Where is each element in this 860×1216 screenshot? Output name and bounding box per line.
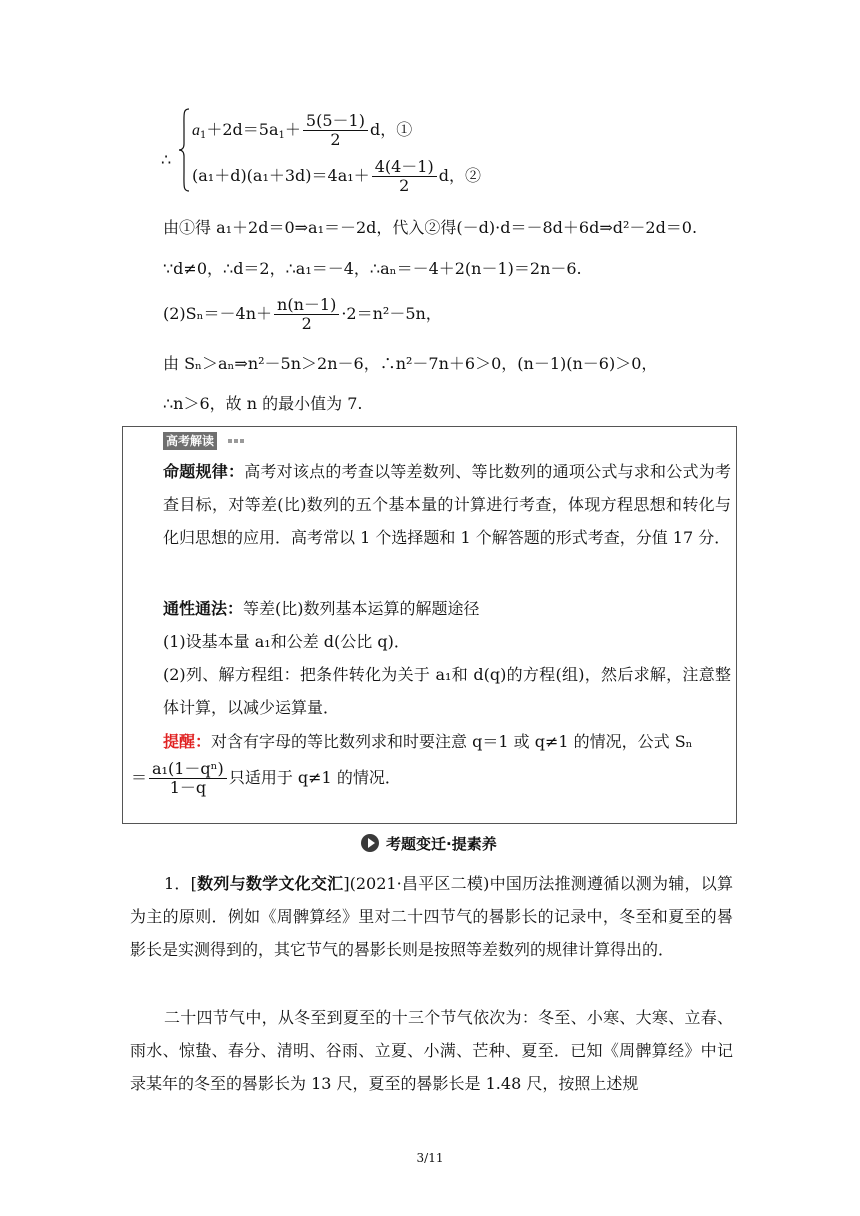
- method-text: 等差(比)数列基本运算的解题途径: [243, 599, 480, 618]
- section-header: [360, 833, 497, 855]
- eq1-plus: ＋: [284, 120, 301, 139]
- eq2-denominator: 2: [399, 176, 410, 195]
- play-circle-icon: [360, 833, 382, 853]
- formula-equals: ＝: [131, 768, 148, 787]
- part2-head: (2)Sₙ＝－4n＋: [163, 304, 273, 323]
- eq1-fraction: [303, 112, 368, 149]
- eq2-fraction: [372, 158, 437, 195]
- eq1-denominator: 2: [330, 130, 341, 149]
- part2-denominator: 2: [301, 314, 312, 333]
- reminder-label: 提醒：: [163, 732, 212, 751]
- part2-fraction: [274, 296, 339, 333]
- formula-fraction: [149, 760, 227, 797]
- eq2-lhs: (a₁＋d)(a₁＋3d)＝4a₁＋: [192, 166, 370, 185]
- formula-numerator: a₁(1－qⁿ): [149, 760, 227, 779]
- step-1: (1)设基本量 a₁和公差 d(公比 q)．: [163, 632, 410, 651]
- problem-2-paragraph: 二十四节气中，从冬至到夏至的十三个节气依次为：冬至、小寒、大寒、立春、雨水、惊蛰、春分、清明、谷雨、立夏、小满、芒种、夏至．已知《周髀算经》中记录某年的冬至的晷影长为 13 尺，夏至的晷影长是 1.48 尺，按照上述规: [130, 1008, 733, 1093]
- eq2-numerator: 4(4－1): [372, 158, 437, 177]
- equation-2: [192, 158, 481, 195]
- method-label: 通性通法：: [163, 599, 244, 618]
- problem-1-tag: 数列与数学文化交汇: [196, 874, 344, 893]
- tag-dot-icon: [240, 439, 244, 443]
- reminder-line: [163, 725, 731, 758]
- eq1-tail: d，①: [369, 120, 413, 139]
- problem-1-paragraph: [130, 867, 733, 966]
- reminder-formula: [131, 760, 401, 797]
- exam-interpretation-tag: 高考解读: [163, 432, 217, 450]
- problem-1-text: ](2021·昌平区二模)中国历法推测遵循以测为辅，以算为主的原则．例如《周髀算经》里对二十四节气的晷影长的记录中，冬至和夏至的晷影长是实测得到的，其它节气的晷影长则是按照等差数列的规律计算得出的．: [130, 874, 733, 959]
- eq1-numerator: 5(5－1): [303, 112, 368, 131]
- solution-line-because: ∵d≠0，∴d＝2，∴a₁＝－4，∴aₙ＝－4＋2(n－1)＝2n－6.: [163, 259, 582, 278]
- rule-text: 高考对该点的考查以等差数列、等比数列的通项公式与求和公式为考查目标，对等差(比)数列的五个基本量的计算进行考查，体现方程思想和转化与化归思想的应用．高考常以 1 个选择题和 1 个解答题的形式考查，分值 17 分．: [163, 462, 731, 547]
- reminder-text: 对含有字母的等比数列求和时要注意 q＝1 或 q≠1 的情况，公式 Sₙ: [211, 732, 693, 751]
- part2-numerator: n(n－1): [274, 296, 339, 315]
- page-number: 3/11: [416, 1151, 444, 1165]
- rule-label: 命题规律：: [163, 462, 245, 481]
- formula-tail: 只适用于 q≠1 的情况．: [228, 768, 401, 787]
- section-title: 考题变迁·提素养: [386, 835, 497, 853]
- formula-denominator: 1－q: [169, 778, 207, 797]
- tag-dot-icon: [234, 439, 238, 443]
- tag-dot-icon: [228, 439, 232, 443]
- part2-formula: [163, 296, 442, 333]
- solution-line-from-1: 由①得 a₁＋2d＝0⇒a₁＝－2d，代入②得(－d)·d＝－8d＋6d⇒d²－2d＝0.: [163, 218, 698, 237]
- eq1-lhs: ＋2d＝5a: [206, 120, 279, 139]
- eq2-tail: d，②: [438, 166, 481, 185]
- left-brace-icon: [178, 108, 190, 192]
- therefore-symbol: ∴: [161, 150, 172, 169]
- equation-1: $a_1+2d=5a_1+$ $\frac{5(5-1)}{2}$ d，①: [192, 111, 413, 149]
- method-paragraph: [163, 592, 731, 625]
- step-2: (2)列、解方程组：把条件转化为关于 a₁和 d(q)的方程(组)，然后求解，注意整体计算，以减少运算量．: [163, 665, 731, 717]
- rule-paragraph: [163, 455, 731, 554]
- part2-tail: ·2＝n²－5n，: [341, 304, 442, 323]
- solution-line-inequality: 由 Sₙ＞aₙ⇒n²－5n＞2n－6，∴n²－7n＋6＞0，(n－1)(n－6)＞0，: [163, 354, 658, 373]
- solution-line-conclusion: ∴n＞6，故 n 的最小值为 7.: [163, 394, 363, 413]
- problem-1-prefix: 1．[: [164, 874, 197, 893]
